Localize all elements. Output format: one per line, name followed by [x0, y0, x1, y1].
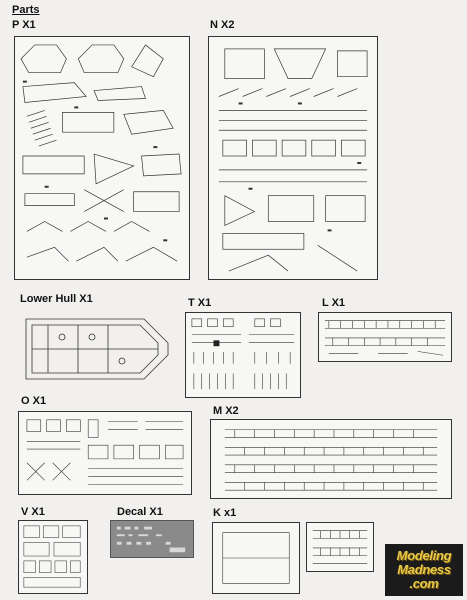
- page-title: Parts: [12, 4, 40, 16]
- sprue-t-parts: [186, 313, 300, 397]
- sprue-k-frame: [212, 522, 300, 594]
- sprue-o-label: O X1: [21, 395, 47, 407]
- logo-line-2: Madness: [397, 562, 451, 577]
- sprue-k-parts: [213, 523, 299, 593]
- sprue-k-label: K x1: [213, 507, 237, 519]
- lower-hull-frame: [18, 313, 174, 385]
- decal-sheet: [110, 520, 194, 558]
- sprue-p-label: P X1: [12, 19, 36, 31]
- sprue-n-frame: [208, 36, 378, 280]
- fret-v-label: V X1: [21, 506, 45, 518]
- modeling-madness-logo: [385, 544, 463, 596]
- fret-v-parts: [19, 521, 87, 593]
- sprue-m-frame: [210, 419, 452, 499]
- sprue-o-frame: [18, 411, 192, 495]
- fret-v-frame: [18, 520, 88, 594]
- sprue-l-label: L X1: [322, 297, 346, 309]
- sprue-t-label: T X1: [188, 297, 212, 309]
- decal-sheet-markings: [111, 521, 193, 557]
- lower-hull-drawing: [18, 313, 174, 385]
- sprue-m-parts: [211, 420, 451, 498]
- sprue-l-parts: [319, 313, 451, 361]
- sprue-n-label: N X2: [210, 19, 235, 31]
- sprue-n-parts: [209, 37, 377, 279]
- sprue-p-parts: [15, 37, 189, 279]
- sprue-k-track-parts: [307, 523, 373, 571]
- sprue-t-frame: [185, 312, 301, 398]
- sprue-m-label: M X2: [213, 405, 239, 417]
- sprue-k-track-frame: [306, 522, 374, 572]
- sprue-p-frame: [14, 36, 190, 280]
- logo-line-1: Modeling: [396, 548, 452, 563]
- lower-hull-label: Lower Hull X1: [20, 293, 93, 305]
- logo-line-3: .com: [409, 576, 439, 591]
- decal-sheet-label: Decal X1: [117, 506, 163, 518]
- sprue-l-frame: [318, 312, 452, 362]
- sprue-o-parts: [19, 412, 191, 494]
